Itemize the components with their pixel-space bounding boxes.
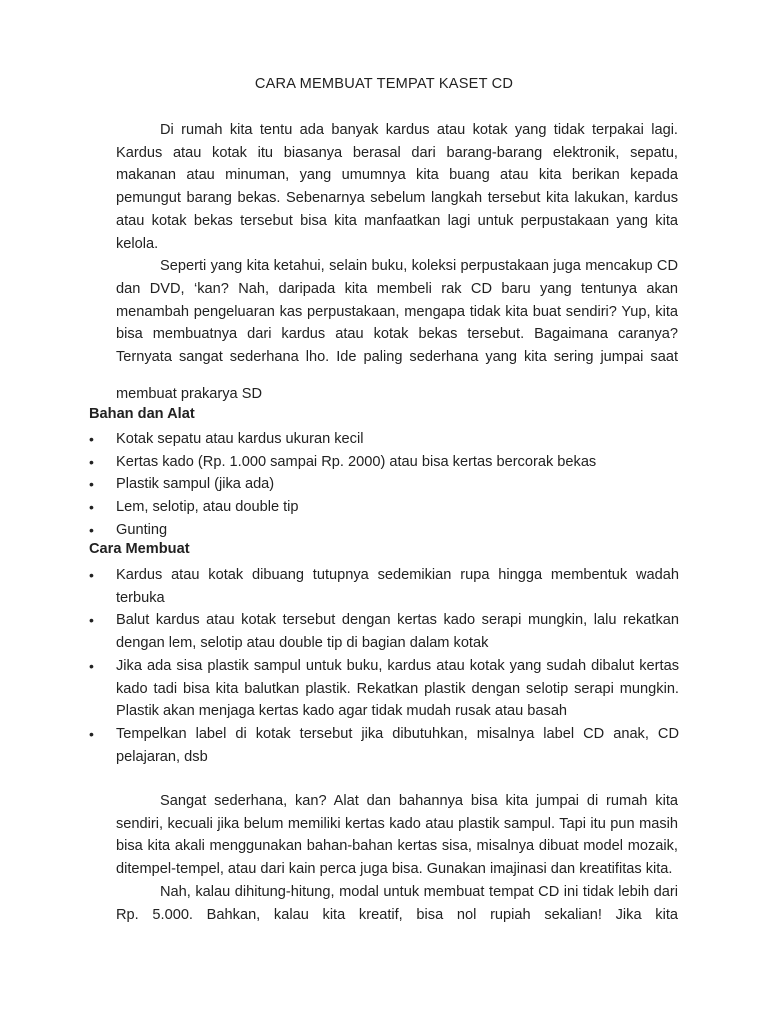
- bullet-icon: •: [89, 521, 94, 538]
- bahan-list: [89, 428, 679, 542]
- cara-list: [89, 564, 679, 768]
- list-item: • Tempelkan label di kotak tersebut jika dibutuhkan, misalnya label CD anak, CD pelajaran, dsb: [89, 723, 679, 768]
- intro-paragraph-2-tail: membuat prakarya SD: [116, 386, 262, 402]
- list-item: • Lem, selotip, atau double tip: [89, 496, 679, 519]
- list-item: • Jika ada sisa plastik sampul untuk buku, kardus atau kotak yang sudah dibalut kertas kado tadi bisa kita balutkan plastik. Rekatkan plastik dengan selotip serapi mungkin. Plastik akan menjaga kertas kado agar tidak mudah rusak atau basah: [89, 655, 679, 723]
- intro-paragraph-1: Di rumah kita tentu ada banyak kardus atau kotak yang tidak terpakai lagi. Kardus atau kotak itu biasanya berasal dari barang-barang elektronik, sepatu, makanan atau minuman, yang umumnya kita buang atau kita berikan kepada pemungut barang bekas. Sebenarnya sebelum langkah tersebut kita lakukan, kardus atau kotak bekas tersebut bisa kita manfaatkan lagi untuk perpustakaan yang kita kelola.: [116, 122, 678, 252]
- bullet-icon: •: [89, 567, 94, 583]
- bullet-icon: •: [89, 476, 94, 493]
- bullet-icon: •: [89, 453, 94, 470]
- intro-section: [116, 119, 678, 369]
- bahan-heading: Bahan dan Alat: [89, 406, 195, 422]
- list-item: • Plastik sampul (jika ada): [89, 473, 679, 496]
- bullet-icon: •: [89, 499, 94, 516]
- document-title: CARA MEMBUAT TEMPAT KASET CD: [254, 76, 514, 92]
- closing-section: [116, 790, 678, 926]
- bullet-icon: •: [89, 725, 94, 742]
- bullet-icon: •: [89, 612, 94, 629]
- closing-paragraph-1: Sangat sederhana, kan? Alat dan bahannya bisa kita jumpai di rumah kita sendiri, kecuali jika belum memiliki kertas kado atau plastik sampul. Tapi itu pun masih bisa kita akali menggunakan bahan-bahan kertas sisa, misalnya dibuat model mozaik, ditempel-tempel, atau dari kain perca juga bisa. Gunakan imajinasi dan kreatifitas kita.: [116, 793, 678, 878]
- bullet-icon: •: [89, 657, 94, 674]
- intro-paragraph-2: Seperti yang kita ketahui, selain buku, koleksi perpustakaan juga mencakup CD dan DVD, ‘kan? Nah, daripada kita membeli rak CD baru yang tentunya akan menambah pengeluaran kas perpustakaan, mengapa tidak kita buat sendiri? Yup, kita bisa membuatnya dari kardus atau kotak bekas tersebut. Bagaimana caranya? Ternyata sangat sederhana lho. Ide paling sederhana yang kita sering jumpai saat: [116, 258, 678, 366]
- list-item: • Kardus atau kotak dibuang tutupnya sedemikian rupa hingga membentuk wadah terbuka: [89, 564, 679, 609]
- cara-heading: Cara Membuat: [89, 541, 190, 557]
- closing-paragraph-2: Nah, kalau dihitung-hitung, modal untuk membuat tempat CD ini tidak lebih dari Rp. 5.000. Bahkan, kalau kita kreatif, bisa nol rupiah sekalian! Jika kita: [116, 883, 678, 923]
- list-item: • Gunting: [89, 519, 679, 542]
- list-item: • Kertas kado (Rp. 1.000 sampai Rp. 2000) atau bisa kertas bercorak bekas: [89, 451, 679, 474]
- list-item: • Balut kardus atau kotak tersebut dengan kertas kado serapi mungkin, lalu rekatkan dengan lem, selotip atau double tip di bagian dalam kotak: [89, 609, 679, 654]
- bullet-icon: •: [89, 431, 94, 447]
- list-item: • Kotak sepatu atau kardus ukuran kecil: [89, 428, 679, 451]
